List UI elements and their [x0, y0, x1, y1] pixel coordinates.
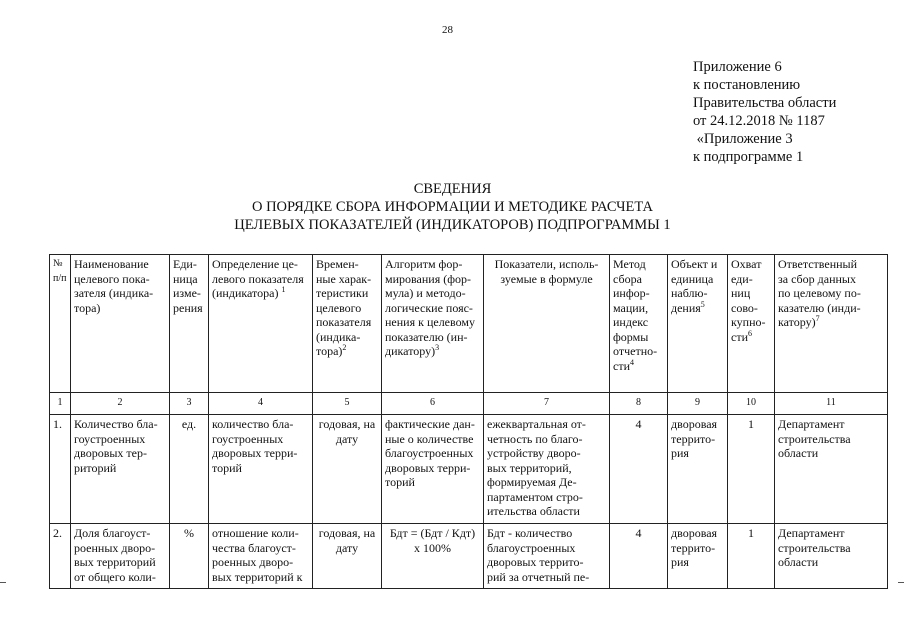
page-number: 28 — [442, 24, 453, 36]
column-number: 8 — [610, 393, 668, 415]
table-cell: Доля благоуст- роенных дворо- вых территорий от общего коли- — [71, 524, 170, 589]
column-number: 11 — [775, 393, 888, 415]
table-cell: годовая, на дату — [313, 415, 382, 524]
indicators-table — [49, 254, 888, 589]
table-cell: Департамент строительства области — [775, 415, 888, 524]
header-cell: Алгоритм фор- мирования (фор- мула) и методо- логические пояс- нения к целевому показателю (ин- дикатору)$^3$ — [382, 255, 484, 393]
heading-line-1: СВЕДЕНИЯ — [413, 181, 492, 197]
table-cell: годовая, на дату — [313, 524, 382, 589]
scan-edge-mark — [898, 582, 904, 583]
header-cell: Показатели, исполь- зуемые в формуле — [484, 255, 610, 393]
header-cell: Метод сбора инфор- мации, индекс формы отчетно- сти$^4$ — [610, 255, 668, 393]
table-cell: ед. — [170, 415, 209, 524]
table-cell: Департамент строительства области — [775, 524, 888, 589]
column-number: 1 — [50, 393, 71, 415]
column-number: 6 — [382, 393, 484, 415]
header-cell: Объект и единица наблю- дения$^5$ — [668, 255, 728, 393]
header-cell: Ответственный за сбор данных по целевому по- казателю (инди- катору)$^7$ — [775, 255, 888, 393]
table-cell: дворовая террито- рия — [668, 415, 728, 524]
document-heading — [0, 180, 905, 234]
table-cell: Бдт = (Бдт / Кдт) х 100% — [382, 524, 484, 589]
column-number: 9 — [668, 393, 728, 415]
column-number: 5 — [313, 393, 382, 415]
header-cell: Времен- ные харак- теристики целевого показателя (индика- тора)$^2$ — [313, 255, 382, 393]
table-cell: 2. — [50, 524, 71, 589]
header-cell: Наименование целевого пока- зателя (индика- тора) — [71, 255, 170, 393]
heading-line-3: ЦЕЛЕВЫХ ПОКАЗАТЕЛЕЙ (ИНДИКАТОРОВ) ПОДПРОГРАММЫ 1 — [234, 217, 671, 233]
table-cell: 4 — [610, 415, 668, 524]
table-cell: 1. — [50, 415, 71, 524]
table-cell: 1 — [728, 524, 775, 589]
table-cell: количество бла- гоустроенных дворовых терри- торий — [209, 415, 313, 524]
table-cell: ежеквартальная от- четность по благо- устройству дворо- вых территорий, формируемая Де- партаментом стро- ительства области — [484, 415, 610, 524]
header-cell: Охват еди- ниц сово- купно- сти$^6$ — [728, 255, 775, 393]
table-row — [50, 415, 888, 524]
table-cell: фактические дан- ные о количестве благоустроенных дворовых терри- торий — [382, 415, 484, 524]
table-cell: 1 — [728, 415, 775, 524]
header-cell: Еди- ница изме- рения — [170, 255, 209, 393]
table-row — [50, 524, 888, 589]
column-number-row — [50, 393, 888, 415]
appendix-reference: Приложение 6 к постановлению Правительства области от 24.12.2018 № 1187 «Приложение 3 к подпрограмме 1 — [693, 59, 837, 165]
column-number: 3 — [170, 393, 209, 415]
column-number: 10 — [728, 393, 775, 415]
table-cell: Количество бла- гоустроенных дворовых тер- риторий — [71, 415, 170, 524]
header-cell: Определение це- левого показателя (индикатора) $^1$ — [209, 255, 313, 393]
header-cell: № п/п — [50, 255, 71, 393]
table-cell: отношение коли- чества благоуст- роенных дворо- вых территорий к — [209, 524, 313, 589]
table-cell: Бдт - количество благоустроенных дворовых террито- рий за отчетный пе- — [484, 524, 610, 589]
table-cell: % — [170, 524, 209, 589]
heading-line-2: О ПОРЯДКЕ СБОРА ИНФОРМАЦИИ И МЕТОДИКЕ РАСЧЕТА — [251, 199, 654, 215]
column-number: 7 — [484, 393, 610, 415]
column-number: 4 — [209, 393, 313, 415]
table-cell: дворовая террито- рия — [668, 524, 728, 589]
table-header-row — [50, 255, 888, 393]
column-number: 2 — [71, 393, 170, 415]
table-cell: 4 — [610, 524, 668, 589]
scan-edge-mark — [0, 582, 6, 583]
